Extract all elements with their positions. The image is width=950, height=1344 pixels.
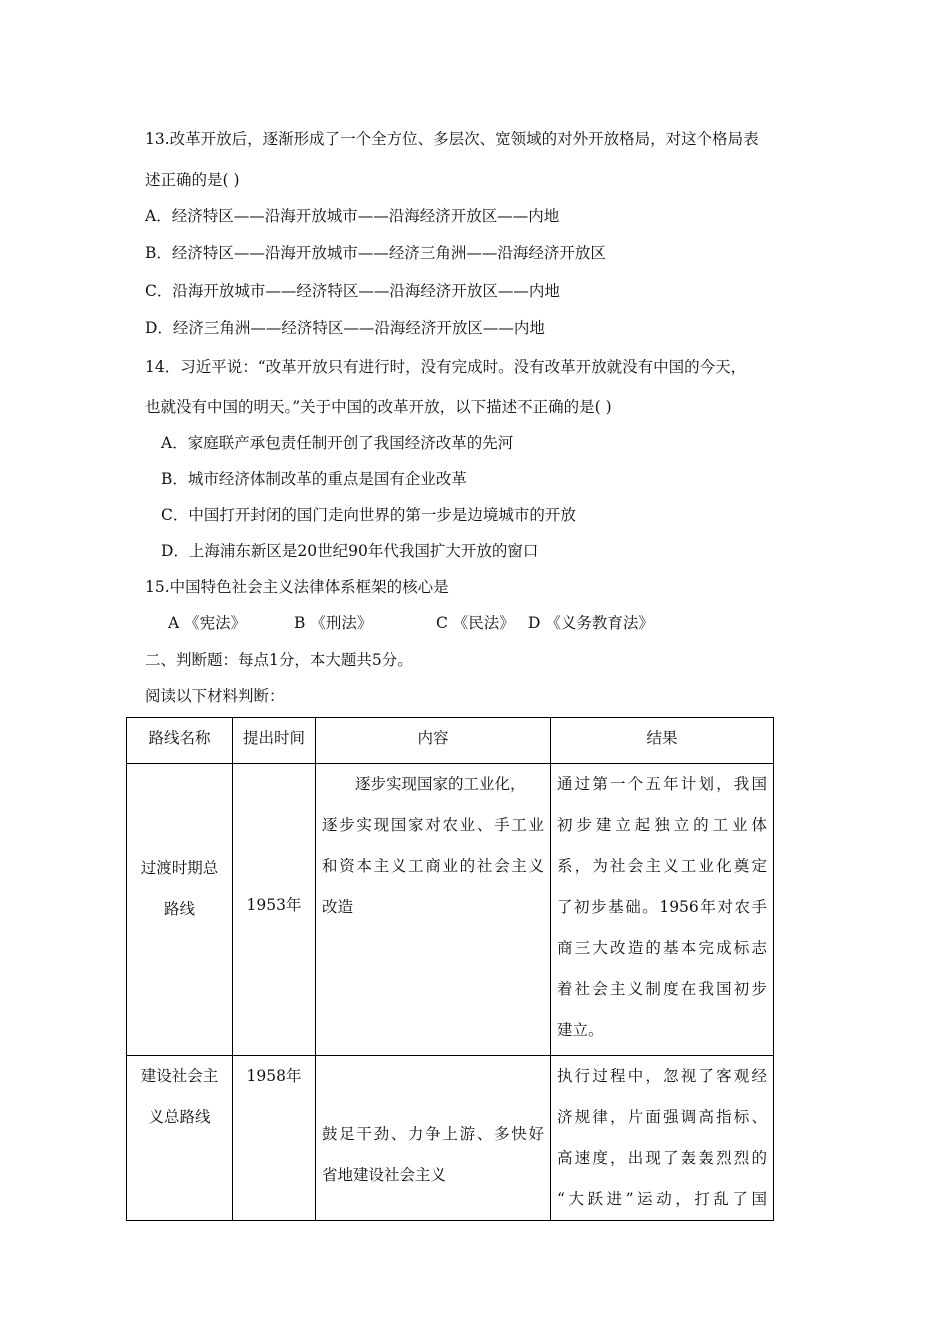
result-line: 商三大改造的基本完成标志 <box>557 939 767 957</box>
q14-stem-line2: 也就没有中国的明天。”关于中国的改革开放，以下描述不正确的是( ) <box>145 398 612 416</box>
content-line: 逐步实现国家对农业、手工业 <box>322 816 544 834</box>
content-line: 改造 <box>322 898 354 916</box>
q13-option-c: C．沿海开放城市——经济特区——沿海经济开放区——内地 <box>145 282 560 300</box>
result-line: 高速度，出现了轰轰烈烈的 <box>557 1149 767 1167</box>
q13-option-d: D．经济三角洲——经济特区——沿海经济开放区——内地 <box>145 319 545 337</box>
content-cell <box>316 1056 551 1221</box>
header-route-name: 路线名称 <box>127 718 233 764</box>
content-line: 鼓足干劲、力争上游、多快好 <box>322 1125 544 1143</box>
result-cell <box>551 1056 774 1221</box>
result-line: 初步建立起独立的工业体 <box>557 816 767 834</box>
content-cell <box>316 764 551 1056</box>
header-proposed-time: 提出时间 <box>233 718 316 764</box>
header-result: 结果 <box>551 718 774 764</box>
content-line: 省地建设社会主义 <box>322 1166 447 1184</box>
result-line: 执行过程中，忽视了客观经 <box>557 1067 767 1085</box>
result-line: 通过第一个五年计划，我国 <box>557 775 767 793</box>
q15-option-a: A 《宪法》 <box>168 614 247 632</box>
q14-stem-line1: 14．习近平说：“改革开放只有进行时，没有完成时。没有改革开放就没有中国的今天， <box>145 358 747 376</box>
table-row <box>127 1056 774 1221</box>
table-header-row <box>127 718 774 764</box>
result-line: 济规律，片面强调高指标、 <box>557 1108 767 1126</box>
q15-option-d: D 《义务教育法》 <box>528 614 654 632</box>
route-name-cell <box>127 1056 233 1221</box>
q14-option-a: A．家庭联产承包责任制开创了我国经济改革的先河 <box>161 434 514 452</box>
route-name-line: 建设社会主 <box>140 1067 219 1085</box>
route-name-line: 义总路线 <box>148 1108 211 1126</box>
q15-option-b: B 《刑法》 <box>294 614 373 632</box>
header-content: 内容 <box>316 718 551 764</box>
content-line: 逐步实现国家的工业化， <box>355 775 526 793</box>
q13-option-a: A．经济特区——沿海开放城市——沿海经济开放区——内地 <box>145 207 560 225</box>
proposed-time-cell: 1953年 <box>233 764 316 1056</box>
result-line: 着社会主义制度在我国初步 <box>557 980 767 998</box>
result-line: 系，为社会主义工业化奠定 <box>557 857 767 875</box>
route-name-cell <box>127 764 233 1056</box>
result-line: 了初步基础。1956年对农手 <box>557 898 767 916</box>
result-cell <box>551 764 774 1056</box>
q13-stem-line1: 13.改革开放后，逐渐形成了一个全方位、多层次、宽领域的对外开放格局，对这个格局表 <box>145 130 759 148</box>
route-name-line: 过渡时期总 <box>140 858 219 877</box>
table-row <box>127 764 774 1056</box>
q13-stem-line2: 述正确的是( ) <box>145 171 240 189</box>
section-instruction: 阅读以下材料判断： <box>145 687 285 705</box>
q13-option-b: B．经济特区——沿海开放城市——经济三角洲——沿海经济开放区 <box>145 244 606 262</box>
proposed-time-cell: 1958年 <box>233 1056 316 1221</box>
result-line: 建立。 <box>557 1021 604 1039</box>
result-line: “大跃进”运动，打乱了国 <box>557 1190 767 1208</box>
q14-option-d: D．上海浦东新区是20世纪90年代我国扩大开放的窗口 <box>161 542 539 560</box>
section-title: 二、判断题：每点1分，本大题共5分。 <box>145 651 413 669</box>
q15-option-c: C 《民法》 <box>436 614 515 632</box>
q15-stem: 15.中国特色社会主义法律体系框架的核心是 <box>145 578 449 596</box>
content-line: 和资本主义工商业的社会主义 <box>322 857 544 875</box>
q14-option-b: B．城市经济体制改革的重点是国有企业改革 <box>161 470 467 488</box>
route-name-line: 路线 <box>163 899 195 918</box>
routes-table <box>126 717 774 1221</box>
q14-option-c: C．中国打开封闭的国门走向世界的第一步是边境城市的开放 <box>161 506 576 524</box>
